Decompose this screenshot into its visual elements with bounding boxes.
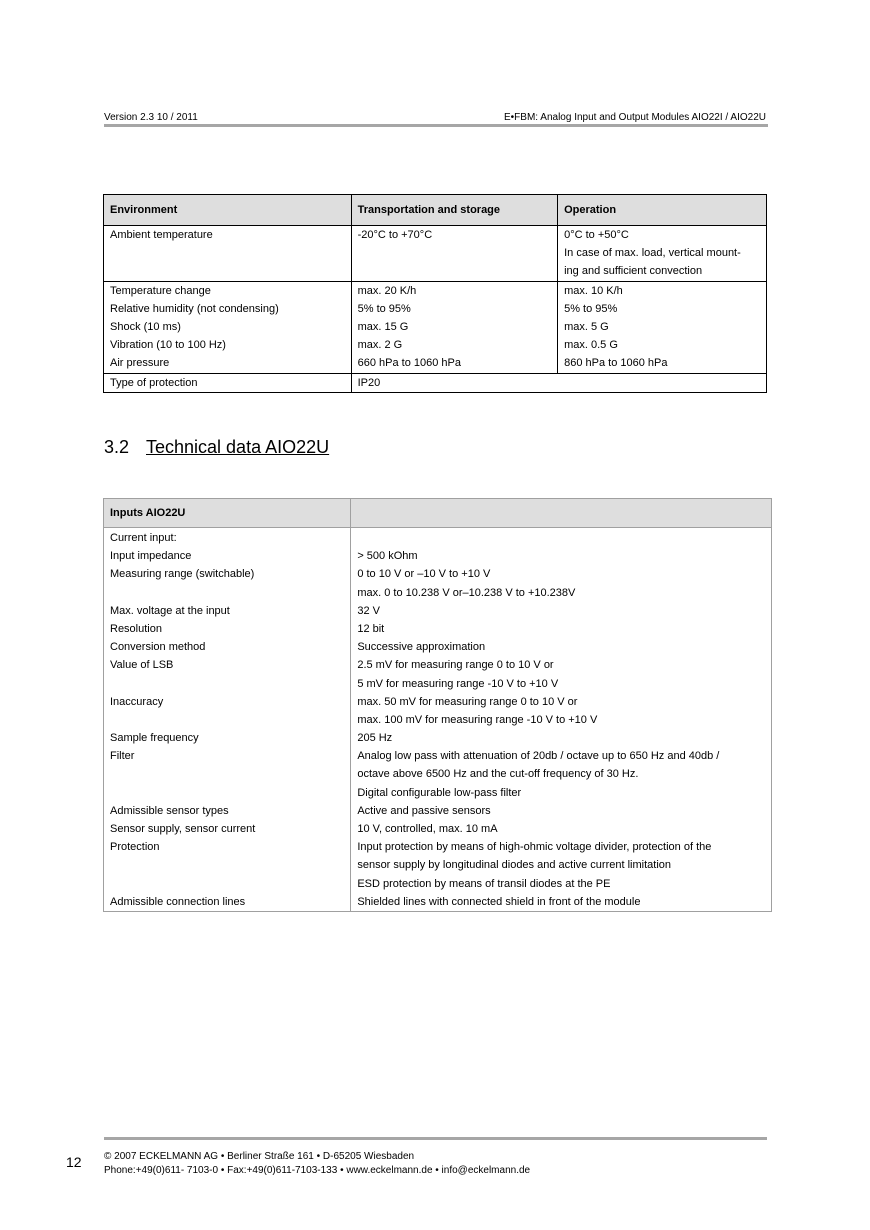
cell-line: 0°C to +50°C <box>564 229 629 241</box>
inputs-header-empty <box>351 499 772 528</box>
section-title: Technical data AIO22U <box>146 437 330 457</box>
cell-line: 12 bit <box>357 622 385 635</box>
env-cell <box>104 226 352 282</box>
env-cell <box>351 226 557 282</box>
cell-line: Ambient temperature <box>110 229 213 241</box>
cell-line: Conversion method <box>110 641 206 654</box>
cell-line: Successive approximation <box>357 641 486 654</box>
cell-line: 0 to 10 V or –10 V to +10 V <box>357 568 491 581</box>
cell-line: ing and sufficient convection <box>564 265 703 278</box>
cell-line: Measuring range (switchable) <box>110 568 255 581</box>
cell-line: 32 V <box>357 604 380 617</box>
cell-line: Digital configurable low-pass filter <box>357 786 522 799</box>
cell-line: Shielded lines with connected shield in front of the module <box>357 895 641 908</box>
cell-line: Value of LSB <box>110 659 174 672</box>
cell-line: Resolution <box>110 622 162 635</box>
env-header-operation: Operation <box>558 195 767 226</box>
page-number: 12 <box>66 1154 82 1170</box>
cell-line: 10 V, controlled, max. 10 mA <box>357 823 498 835</box>
env-header-transport: Transportation and storage <box>351 195 557 226</box>
env-cell <box>351 373 766 392</box>
cell-line: -20°C to +70°C <box>357 229 433 241</box>
inputs-table <box>103 498 772 912</box>
cell-line: Vibration (10 to 100 Hz) <box>110 339 226 352</box>
protection-value: IP20 <box>357 376 381 389</box>
cell-line <box>357 529 765 547</box>
cell-line: max. 20 K/h <box>357 284 417 297</box>
cell-line: 5 mV for measuring range -10 V to +10 V <box>357 677 559 690</box>
header-version: Version 2.3 10 / 2011 <box>104 112 198 123</box>
footer-contact: Phone:+49(0)611- 7103-0 • Fax:+49(0)611-7103-133 • www.eckelmann.de • info@eckelmann.de <box>104 1165 531 1176</box>
protection-label: Type of protection <box>110 376 198 389</box>
cell-line: > 500 kOhm <box>357 550 418 563</box>
cell-line <box>110 856 344 874</box>
table-row <box>104 373 767 392</box>
cell-line: 2.5 mV for measuring range 0 to 10 V or <box>357 659 554 672</box>
cell-line: sensor supply by longitudinal diodes and active current limitation <box>357 859 672 872</box>
cell-line: Sensor supply, sensor current <box>110 823 256 835</box>
environment-table-header <box>104 195 767 226</box>
cell-line: 5% to 95% <box>357 302 411 315</box>
cell-line: Inaccuracy <box>110 695 164 708</box>
env-cell <box>351 281 557 373</box>
cell-line: Filter <box>110 750 135 763</box>
header-title: E•FBM: Analog Input and Output Modules AIO22I / AIO22U <box>504 112 766 123</box>
cell-line: max. 0.5 G <box>564 339 618 352</box>
inputs-header-title: Inputs AIO22U <box>104 499 351 528</box>
cell-line <box>110 675 344 693</box>
cell-line: Input protection by means of high-ohmic voltage divider, protection of the <box>357 841 712 854</box>
cell-line: Max. voltage at the input <box>110 604 230 617</box>
cell-line: Current input: <box>110 532 177 544</box>
inputs-table-header <box>104 499 772 528</box>
footer-divider <box>104 1137 767 1140</box>
table-row <box>104 226 767 282</box>
inputs-values-cell <box>351 528 772 912</box>
inputs-labels-cell <box>104 528 351 912</box>
environment-table <box>103 194 767 393</box>
cell-line: 205 Hz <box>357 732 393 745</box>
cell-line: Temperature change <box>110 284 211 297</box>
cell-line: Analog low pass with attenuation of 20db / octave up to 650 Hz and 40db / <box>357 750 720 763</box>
cell-line: max. 15 G <box>357 320 409 333</box>
cell-line <box>110 784 344 802</box>
cell-line: Admissible sensor types <box>110 804 229 817</box>
env-cell <box>558 226 767 282</box>
cell-line: Active and passive sensors <box>357 804 491 817</box>
cell-line <box>110 584 344 602</box>
cell-line: Air pressure <box>110 357 170 370</box>
table-row <box>104 281 767 373</box>
cell-line: max. 100 mV for measuring range -10 V to +10 V <box>357 713 598 726</box>
env-cell <box>104 373 352 392</box>
table-row <box>104 528 772 912</box>
cell-line: max. 10 K/h <box>564 284 623 297</box>
env-header-environment: Environment <box>104 195 352 226</box>
cell-line <box>110 875 344 893</box>
cell-line: octave above 6500 Hz and the cut-off frequency of 30 Hz. <box>357 768 639 781</box>
header-divider <box>104 124 768 127</box>
cell-line: max. 5 G <box>564 320 609 333</box>
section-number: 3.2 <box>104 437 130 457</box>
env-cell <box>558 281 767 373</box>
env-cell <box>104 281 352 373</box>
cell-line: Shock (10 ms) <box>110 320 181 333</box>
cell-line: max. 0 to 10.238 V or–10.238 V to +10.238V <box>357 586 576 599</box>
cell-line: In case of max. load, vertical mount- <box>564 247 741 260</box>
cell-line: Relative humidity (not condensing) <box>110 302 279 315</box>
cell-line: Sample frequency <box>110 732 199 745</box>
cell-line: Protection <box>110 841 160 854</box>
cell-line: 660 hPa to 1060 hPa <box>357 357 461 370</box>
cell-line: Admissible connection lines <box>110 895 246 908</box>
cell-line: 5% to 95% <box>564 302 618 315</box>
cell-line: max. 50 mV for measuring range 0 to 10 V or <box>357 695 578 708</box>
cell-line <box>110 711 344 729</box>
cell-line: Input impedance <box>110 550 192 563</box>
cell-line <box>110 765 344 783</box>
footer-address: © 2007 ECKELMANN AG • Berliner Straße 161 • D-65205 Wiesbaden <box>104 1151 415 1162</box>
cell-line: 860 hPa to 1060 hPa <box>564 357 668 370</box>
cell-line: ESD protection by means of transil diodes at the PE <box>357 877 611 890</box>
section-heading <box>104 437 329 458</box>
cell-line: max. 2 G <box>357 339 403 352</box>
